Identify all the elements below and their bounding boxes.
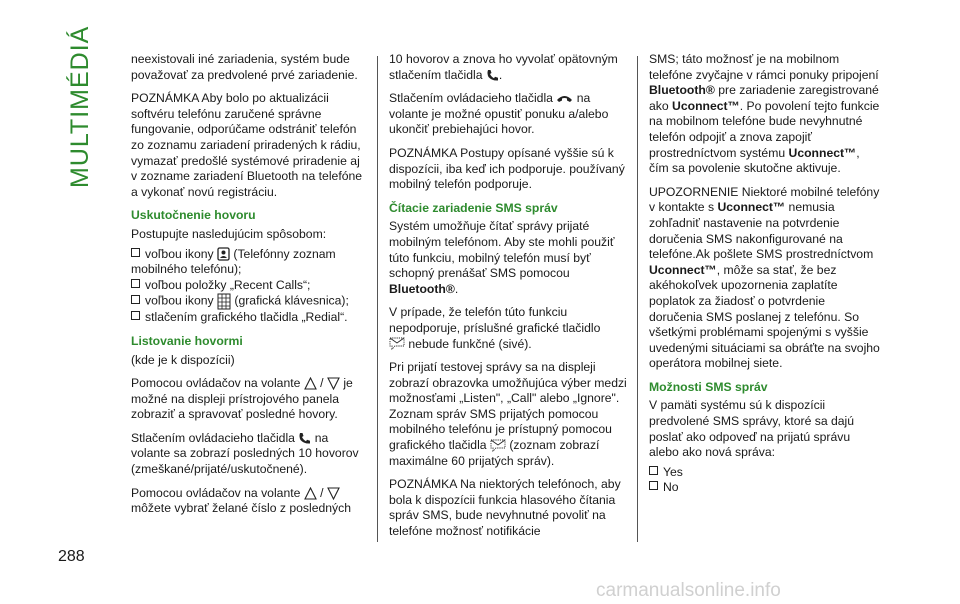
steering-down-icon (327, 487, 340, 500)
hangup-icon (556, 94, 573, 103)
column-3 (649, 52, 881, 496)
phonebook-icon (217, 247, 230, 261)
list-item: Yes (649, 465, 881, 481)
list-item: No (649, 480, 881, 496)
paragraph: Stlačením ovládacieho tlačidla na volante sa zobrazí posledných 10 hovorov (zmeškané/prijaté/uskutočnené). (131, 430, 359, 477)
paragraph: V pamäti systému sú k dispozícii predvolené SMS správy, ktoré sa dajú poslať ako odpoveď na prijatú správu alebo ako nová správa: (649, 398, 855, 460)
section-heading-call: Uskutočnenie hovoru (131, 208, 256, 223)
steering-down-icon (327, 377, 340, 390)
column-2 (389, 52, 629, 548)
paragraph: Pri prijatí testovej správy sa na displeji zobrazí obrazovka umožňujúca výber medzi možnosťami „Listen", „Call" alebo „Ignore". (389, 360, 627, 406)
paragraph: V prípade, že telefón túto funkciu nepodporuje, príslušné grafické tlačidlo nebude funkčné (sivé). (389, 305, 601, 351)
sms-icon (490, 439, 506, 453)
note-paragraph: POZNÁMKA Aby bolo po aktualizácii softvéru telefónu zaručené správne fungovanie, odporúčame odstrániť telefón zo zoznamu zariadení priradených k rádiu, vymazať predošlé systémové priradenie aj v zozname zariadení Bluetooth na telefóne a vykonať novú registráciu. (131, 91, 363, 199)
warning-paragraph: UPOZORNENIE Niektoré mobilné telefóny v kontakte s Uconnect™ nemusia zohľadniť nastavenie na potvrdenie doručenia SMS nakonfigurované na telefóne.Ak pošlete SMS prostredníctvom Uconnect™, môže sa stať, že bez akéhokoľvek upozornenia zaplatíte poplatok za žiadosť o potvrdenie doručenia SMS poslanej z telefónu. So všetkými problémami spojenými s vyššie uvedenými situáciami sa obráťte na svojho operátora mobilnej siete. (649, 184, 880, 371)
list-item: voľbou ikony (Telefónny zoznam mobilného telefónu); (131, 246, 336, 277)
section-heading-options: Možnosti SMS správ (649, 379, 768, 394)
paragraph: (kde je k dispozícii) (131, 352, 235, 367)
steering-up-icon (304, 377, 317, 390)
paragraph: neexistovali iné zariadenia, systém bude považovať za predvolené prvé zariadenie. (131, 52, 358, 82)
section-heading-sms: Čítacie zariadenie SMS správ (389, 200, 558, 215)
paragraph: 10 hovorov a znova ho vyvolať opätovným stlačením tlačidla . (389, 52, 618, 82)
phone-icon (486, 69, 499, 82)
column-divider (377, 56, 378, 542)
column-divider (637, 56, 638, 542)
paragraph: Stlačením ovládacieho tlačidla na volante je možné opustiť ponuku a/alebo ukončiť prebiehajúci hovor. (389, 91, 609, 137)
bullet-list (131, 247, 367, 326)
steering-up-icon (304, 487, 317, 500)
chapter-title: MULTIMÉDIÁ (66, 25, 94, 188)
watermark: carmanualsonline.info (596, 580, 781, 601)
list-item: voľbou ikony (grafická klávesnica); (131, 293, 367, 310)
paragraph: Systém umožňuje čítať správy prijaté mobilným telefónom. Aby ste mohli použiť túto funkciu, mobilný telefón musí byť schopný prenášať SMS pomocou Bluetooth®. (389, 219, 615, 296)
phone-icon (298, 432, 311, 445)
paragraph: Pomocou ovládačov na volante / je možné na displeji prístrojového panela zobraziť a spravovať posledné hovory. (131, 376, 353, 422)
column-1 (131, 52, 367, 525)
keypad-icon (217, 293, 231, 310)
list-item: voľbou položky „Recent Calls“; (131, 278, 367, 294)
list-item: stlačením grafického tlačidla „Redial“. (131, 310, 367, 326)
sms-icon (389, 337, 405, 351)
page-number: 288 (58, 548, 85, 565)
note-paragraph: POZNÁMKA Postupy opísané vyššie sú k dispozícii, iba keď ich podporuje. používaný mobilný telefón podporuje. (389, 145, 625, 192)
paragraph: SMS; táto možnosť je na mobilnom telefóne zvyčajne v rámci ponuky pripojení Bluetooth® pre zariadenie zaregistrované ako Uconnect™. Po povolení tejto funkcie na mobilnom telefóne bude nevyhnutné telefón odpojiť a znova zapojiť prostredníctvom systému Uconnect™, čím sa povolenie skutočne aktivuje. (649, 52, 880, 176)
paragraph: Pomocou ovládačov na volante / môžete vybrať želané číslo z posledných (131, 485, 351, 516)
section-heading-list: Listovanie hovormi (131, 333, 243, 348)
bullet-list (649, 465, 881, 496)
paragraph: Postupujte nasledujúcim spôsobom: (131, 226, 327, 241)
paragraph: Zoznam správ SMS prijatých pomocou mobilného telefónu je prístupný pomocou grafického tlačidla (zoznam zobrazí maximálne 60 prijatých správ). (389, 406, 612, 468)
note-paragraph: POZNÁMKA Na niektorých telefónoch, aby bola k dispozícii funkcia hlasového čítania správ SMS, bude nevyhnutné povoliť na telefóne možnosť notifikácie (389, 477, 621, 539)
